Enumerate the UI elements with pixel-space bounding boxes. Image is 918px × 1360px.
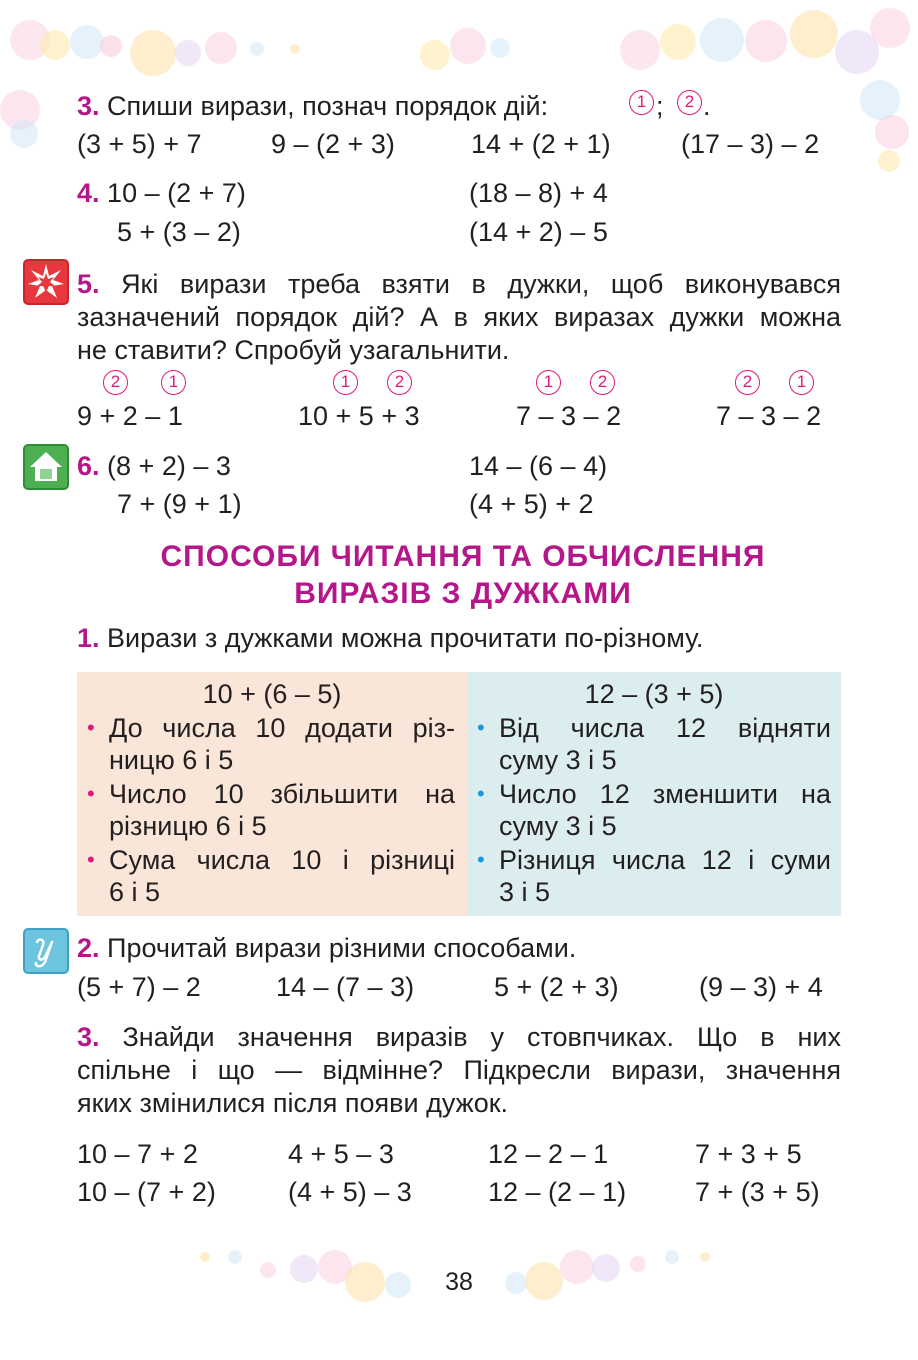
ex4-expr: (18 – 8) + 4 [469,178,608,208]
ex5-expr: 7 – 3 – 2 [716,401,822,431]
ex5-expr: 9 + 2 – 1 [77,401,183,431]
order-mark: 1 [536,370,561,395]
ex5-number: 5. [77,269,100,299]
ex5-text: Які вирази треба взяти в дужки, щоб виконувався [121,269,841,299]
section-title: СПОСОБИ ЧИТАННЯ ТА ОБЧИСЛЕННЯ [160,540,766,573]
s3-expr: (4 + 5) – 3 [288,1177,412,1207]
ex6-expr: 7 + (9 + 1) [117,489,242,519]
ex4-row [77,177,246,209]
order-mark: 2 [590,370,615,395]
ex4-expr: (14 + 2) – 5 [469,217,608,247]
left-item: • Число 10 збільшити на різницю 6 і 5 [87,779,455,841]
star-burst-icon [23,259,69,305]
left-item: • Сума числа 10 і різниці 6 і 5 [87,845,455,907]
s2-expr: (5 + 7) – 2 [77,972,201,1002]
ex3-number: 3. [77,91,100,121]
ex6-expr: (4 + 5) + 2 [469,489,594,519]
ex3-expr: 9 – (2 + 3) [271,129,395,159]
s1-text: Вирази з дужками можна прочитати по-різному. [107,623,704,653]
ex5-line: зазначений порядок дій? А в яких виразах дужки можна [77,302,841,332]
script-letter-icon [23,928,69,974]
bullet: • [87,715,95,740]
order-mark: 2 [677,90,702,115]
s3-text: Знайди значення виразів у стовпчиках. Що в них [122,1022,841,1052]
bullet: • [87,781,95,806]
ex3-instruction [77,90,548,122]
page-number: 38 [445,1268,473,1296]
s2-text: Прочитай вирази різними способами. [107,933,577,963]
order-mark: 1 [333,370,358,395]
ex4-number: 4. [77,178,100,208]
s2-number: 2. [77,933,100,963]
ex3-expr: 14 + (2 + 1) [471,129,611,159]
s3-expr: 12 – (2 – 1) [488,1177,627,1207]
reading-table [77,672,841,916]
ex4-expr: 5 + (3 – 2) [117,217,241,247]
order-mark: 1 [161,370,186,395]
s1-number: 1. [77,623,100,653]
order-mark: 1 [629,90,654,115]
ex5-expr: 10 + 5 + 3 [298,401,420,431]
s3-expr: 7 + 3 + 5 [695,1139,802,1169]
left-item: • До числа 10 додати різ- ницю 6 і 5 [87,713,455,775]
bullet: • [477,847,485,872]
bullet: • [477,781,485,806]
ex6-number: 6. [77,451,100,481]
s3-line: спільне і що — відмінне? Підкресли вирази, значення [77,1055,841,1085]
section-title: ВИРАЗІВ З ДУЖКАМИ [294,577,632,610]
s3-expr: 10 – 7 + 2 [77,1139,198,1169]
s3-line: яких змінилися після появи дужок. [77,1088,509,1118]
s1-instruction [77,622,703,654]
s2-expr: (9 – 3) + 4 [699,972,823,1002]
s3-number: 3. [77,1022,100,1052]
s2-expr: 14 – (7 – 3) [276,972,415,1002]
s3-expr: 7 + (3 + 5) [695,1177,820,1207]
right-item: • Число 12 зменшити на суму 3 і 5 [477,779,831,841]
s3-expr: 10 – (7 + 2) [77,1177,216,1207]
ex4-expr: 10 – (2 + 7) [107,178,246,208]
order-mark: 2 [103,370,128,395]
ex6-row [77,450,231,482]
ex3-separator: ; [656,91,664,121]
ex3-expr: (17 – 3) – 2 [681,129,820,159]
ex6-expr: (8 + 2) – 3 [107,451,231,481]
s2-expr: 5 + (2 + 3) [494,972,619,1002]
right-head: 12 – (3 + 5) [584,679,724,709]
ex5-expr: 7 – 3 – 2 [516,401,622,431]
home-icon [23,444,69,490]
ex5-line: не ставити? Спробуй узагальнити. [77,335,510,365]
order-mark: 1 [789,370,814,395]
s3-expr: 4 + 5 – 3 [288,1139,394,1169]
left-head: 10 + (6 – 5) [202,679,342,709]
order-mark: 2 [387,370,412,395]
table-left-column [77,672,467,916]
ex5-line [77,268,841,301]
s3-expr: 12 – 2 – 1 [488,1139,609,1169]
table-right-column [467,672,841,916]
bullet: • [87,847,95,872]
s2-instruction [77,932,576,964]
right-item: • Від числа 12 відняти суму 3 і 5 [477,713,831,775]
s3-line [77,1021,841,1054]
ex6-expr: 14 – (6 – 4) [469,451,608,481]
bullet: • [477,715,485,740]
right-item: • Різниця числа 12 і суми 3 і 5 [477,845,831,907]
ex3-expr: (3 + 5) + 7 [77,129,202,159]
order-mark: 2 [735,370,760,395]
ex3-end: . [703,91,711,121]
ex3-text: Спиши вирази, познач порядок дій: [107,91,549,121]
